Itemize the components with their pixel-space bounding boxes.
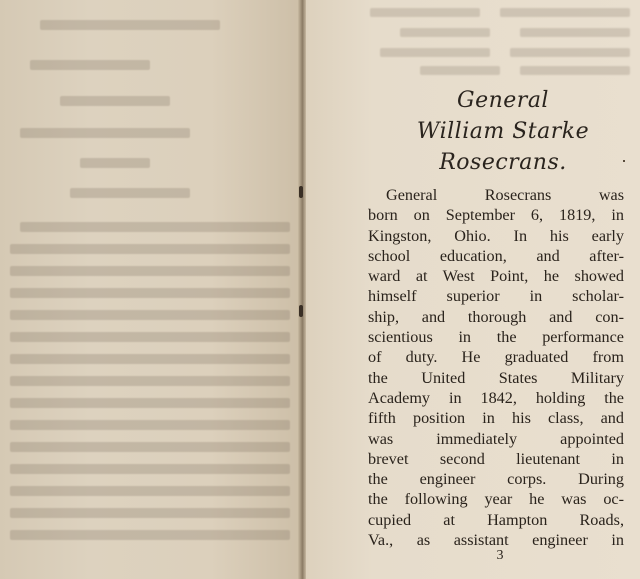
- text-line: Academy in 1842, holding the: [368, 388, 624, 407]
- speck: [623, 160, 625, 162]
- text-line: school education, and after-: [368, 246, 624, 265]
- title-line-2: William Starke: [416, 119, 590, 144]
- text-line: the United States Military: [368, 368, 624, 387]
- text-line: of duty. He graduated from: [368, 348, 624, 367]
- text-line: born on September 6, 1819, in: [368, 206, 624, 225]
- title-line-1: General: [457, 88, 549, 113]
- text-line: scientious in the performance: [368, 328, 624, 347]
- left-page: [0, 0, 300, 579]
- text-line: Va., as assistant engineer in: [368, 531, 624, 550]
- show-through-text: [0, 0, 300, 579]
- text-line: ward at West Point, he showed: [368, 267, 624, 286]
- biography-text: [368, 185, 624, 550]
- title-line-3: Rosecrans.: [439, 150, 567, 175]
- text-line: himself superior in scholar-: [368, 287, 624, 306]
- text-line: brevet second lieutenant in: [368, 449, 624, 468]
- text-line: ship, and thorough and con-: [368, 307, 624, 326]
- binding-fold: [298, 0, 306, 579]
- staple-top: [299, 186, 303, 198]
- text-line: General Rosecrans was: [386, 186, 624, 204]
- text-line: fifth position in his class, and: [368, 409, 624, 428]
- text-line: Kingston, Ohio. In his early: [368, 226, 624, 245]
- text-line: was immediately appointed: [368, 429, 624, 448]
- text-line: the engineer corps. During: [368, 470, 624, 489]
- staple-bottom: [299, 305, 303, 317]
- show-through-text-top: [360, 0, 640, 80]
- text-line: cupied at Hampton Roads,: [368, 510, 624, 529]
- text-line: the following year he was oc-: [368, 490, 624, 509]
- page-number: 3: [496, 548, 504, 563]
